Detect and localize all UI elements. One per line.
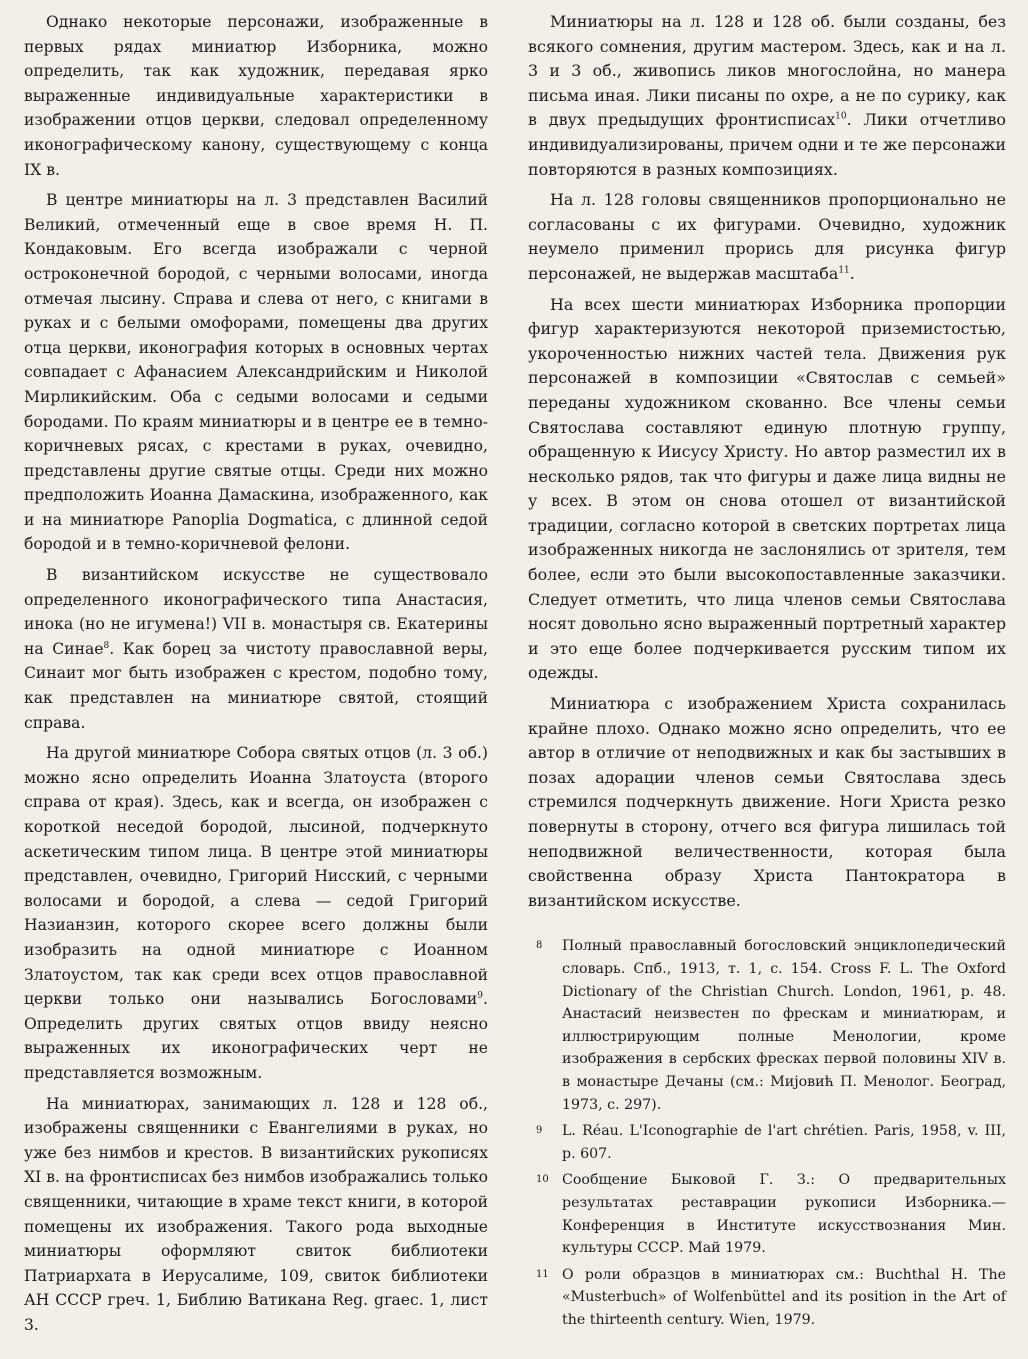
left-column	[24, 10, 488, 1359]
paragraph-text: В центре миниатюры на л. 3 представлен Василий Великий, отмеченный еще в свое время Н. П. Кондаковым. Его всегда изображали с черной остроконечной бородой, с черными волосами, иногда отмечая лысину. Справа и слева от него, с книгами в руках и с белыми омофорами, помещены два других отца церкви, иконография которых в основных чертах совпадает с Афанасием Александрийским и Николой Мирликийским. Оба с седыми волосами и седыми бородами. По краям миниатюры и в центре ее в темно-коричневых рясах, с крестами в руках, очевидно, представлены другие святые отцы. Среди них можно предположить Иоанна Дамаскина, изображенного, как и на миниатюре Panoplia Dogmatica, с длинной седой бородой и в темно-коричневой фелони.	[24, 191, 488, 554]
paragraph	[24, 188, 488, 557]
footnote	[534, 1264, 1006, 1332]
paragraph-text: . Как борец за чистоту православной веры, Синаит мог быть изображен с крестом, подобно тому, как представлен на миниатюре святой, стоящий справа.	[24, 639, 489, 732]
footnote-number: 9	[536, 1125, 543, 1137]
paragraph	[528, 692, 1006, 913]
paragraph-text: .	[849, 263, 855, 283]
footnote	[534, 1169, 1006, 1259]
paragraph	[24, 741, 488, 1085]
footnote-ref: 11	[838, 265, 850, 276]
paragraph-text: Миниатюра с изображением Христа сохранилась крайне плохо. Однако можно ясно определить, что ее автор в отличие от неподвижных и как бы застывших в позах адорации членов семьи Святослава здесь стремился подчеркнуть движение. Ноги Христа резко повернуты в сторону, отчего вся фигура лишилась той неподвижной величественности, которая была свойственна образу Христа Пантократора в византийском искусстве.	[528, 694, 1006, 910]
footnote-number: 10	[536, 1174, 549, 1186]
footnote-ref: 9	[477, 990, 484, 1001]
footnote-text: О роли образцов в миниатюрах см.: Buchthal H. The «Musterbuch» of Wolfenbüttel and its position in the Art of the thirteenth century. Wien, 1979.	[562, 1266, 1006, 1328]
footnote-ref: 8	[103, 640, 110, 651]
paragraph	[528, 293, 1006, 687]
footnote-text: Полный православный богословский энциклопедический словарь. Спб., 1913, т. 1, с. 154. Cross F. L. The Oxford Dictionary of the Christian Church. London, 1961, p. 48. Анастасий неизвестен по фрескам и миниатюрам, и иллюстрирующим полные Менологии, кроме изображения в сербских фресках первой половины XIV в. в монастыре Дечаны (см.: Mијовић П. Менолог. Београд, 1973, с. 297).	[562, 938, 1006, 1113]
paragraph	[24, 10, 488, 182]
paragraph-text: В византийском искусстве не существовало определенного иконографического типа Анастасия, инока (но не игумена!) VII в. монастыря св. Екатерины на Синае	[24, 566, 488, 658]
right-column	[528, 10, 1006, 1359]
paragraph	[528, 188, 1006, 286]
footnote	[534, 1120, 1006, 1165]
paragraph-text: На л. 128 головы священников пропорционально не согласованы с их фигурами. Очевидно, художник неумело применил прорись для рисунка фигур персонажей, не выдержав масштаба	[528, 190, 1006, 283]
paragraph-text: Миниатюры на л. 128 и 128 об. были созданы, без всякого сомнения, другим мастером. Здесь, как и на л. 3 и 3 об., живопись ликов многослойна, но манера письма иная. Лики писаны по охре, а не по сурику, как в двух предыдущих фронтисписах	[528, 12, 1006, 130]
footnote-number: 11	[536, 1268, 549, 1280]
footnote-number: 8	[536, 940, 543, 952]
paragraph-text: Однако некоторые персонажи, изображенные в первых рядах миниатюр Изборника, можно определить, так как художник, передавая ярко выраженные индивидуальные характеристики в изображении отцов церкви, следовал определенному иконографическому канону, существующему с конца IX в.	[24, 13, 488, 179]
footnote-text: L. Réau. L'Iconographie de l'art chrétien. Paris, 1958, v. III, p. 607.	[562, 1123, 1006, 1162]
paragraph-text: На всех шести миниатюрах Изборника пропорции фигур характеризуются некоторой приземистостью, укороченностью нижних частей тела. Движения рук персонажей в композиции «Святослав с семьей» переданы художником скованно. Все члены семьи Святослава составляют единую плотную группу, обращенную к Иисусу Христу. Но автор разместил их в несколько рядов, так что фигуры и даже лица видны не у всех. В этом он снова отошел от византийской традиции, согласно которой в светских портретах лица изображенных никогда не заслонялись от зрителя, тем более, если это были высокопоставленные заказчики. Следует отметить, что лица членов семьи Святослава носят довольно ясно выраженный портретный характер и это еще более подчеркивается русским типом их одежды.	[528, 294, 1006, 683]
paragraph	[24, 1092, 488, 1338]
paragraph-text: На миниатюрах, занимающих л. 128 и 128 об., изображены священники с Евангелиями в руках, но уже без нимбов и крестов. В византийских рукописях XI в. на фронтисписах без нимбов изображались только священники, читающие в храме текст книги, в которой помещены их изображения. Такого рода выходные миниатюры оформляют свиток библиотеки Патриархата в Иерусалиме, 109, свиток библиотеки АН СССР греч. 1, Библию Ватикана Reg. graec. 1, лист 3.	[24, 1094, 488, 1334]
paragraph-text: . Лики отчетливо индивидуализированы, причем одни и те же персонажи повторяются в разных композициях.	[528, 110, 1006, 179]
paragraph	[528, 10, 1006, 182]
paragraph	[24, 563, 488, 735]
paragraph-text: На другой миниатюре Собора святых отцов (л. 3 об.) можно ясно определить Иоанна Златоуста (второго справа от края). Здесь, как и всегда, он изображен с короткой неседой бородой, лысиной, подчеркнуто аскетическим типом лица. В центре этой миниатюры представлен, очевидно, Григорий Нисский, с черными волосами и бородой, а слева — седой Григорий Назианзин, которого скорее всего должны были изобразить на одной миниатюре с Иоанном Златоустом, так как среди всех отцов православной церкви только они назывались Богословами	[24, 744, 488, 1009]
footnote	[534, 935, 1006, 1116]
footnote-ref: 10	[835, 112, 847, 123]
paragraph-text: . Определить других святых отцов ввиду неясно выраженных их иконографических черт не представляется возможным.	[24, 990, 488, 1082]
footnote-text: Сообщение Быковой Г. З.: О предварительных результатах реставрации рукописи Изборника.— Конференция в Институте искусствознания Мин. культуры СССР. Май 1979.	[562, 1172, 1006, 1257]
footnotes	[528, 935, 1006, 1331]
